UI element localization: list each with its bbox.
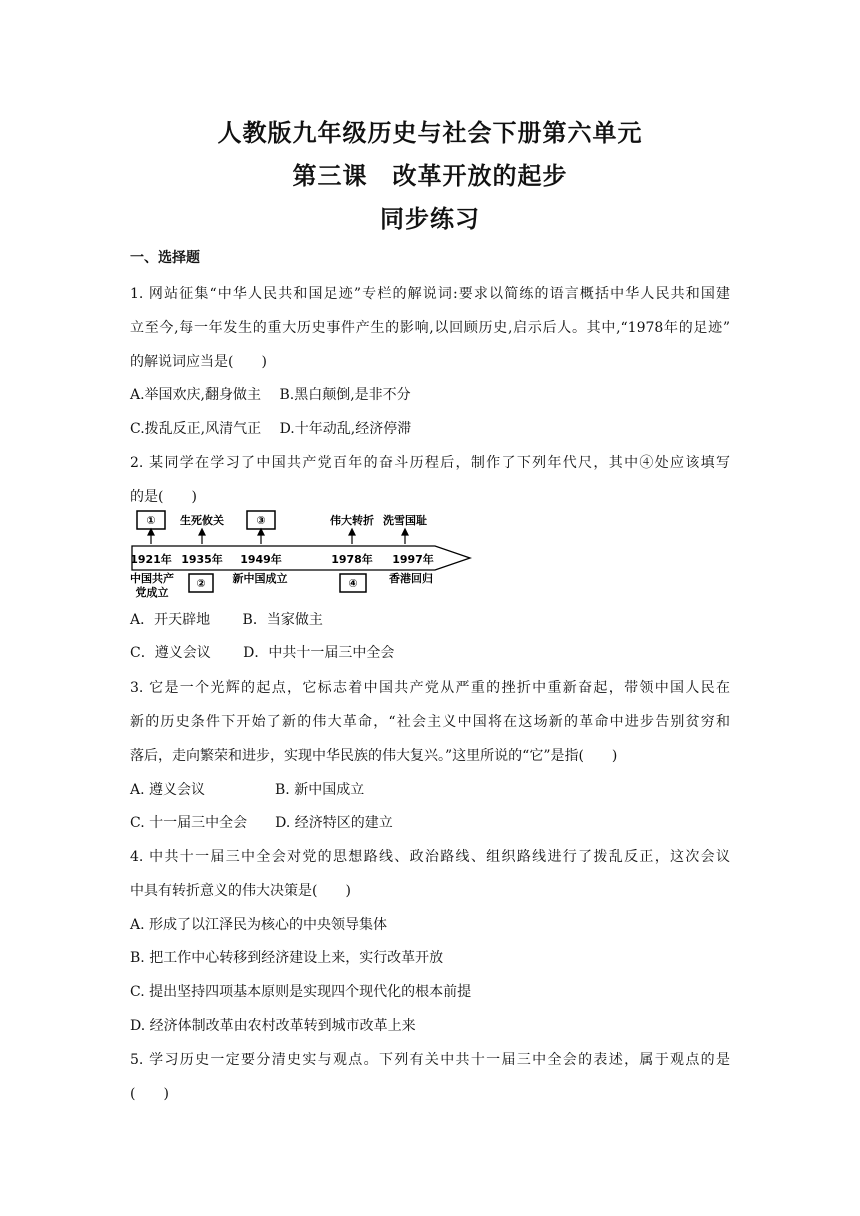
q3-line2: 新的历史条件下开始了新的伟大革命，“社会主义中国将在这场新的革命中进步告别贫穷和 bbox=[130, 714, 730, 730]
doc-title-line3: 同步练习 bbox=[380, 205, 480, 233]
q3-option-cd: C. 十一届三中全会 D. 经济特区的建立 bbox=[130, 815, 393, 831]
q3-line1: 3. 它是一个光辉的起点，它标志着中国共产党从严重的挫折中重新奋起，带领中国人民在 bbox=[130, 680, 730, 696]
q2-option-ab: A．开天辟地 B．当家做主 bbox=[130, 612, 323, 628]
timeline-year-1: 1921年 bbox=[130, 553, 172, 566]
q4-line1: 4. 中共十一届三中全会对党的思想路线、政治路线、组织路线进行了拨乱反正，这次会议 bbox=[130, 849, 730, 865]
q4-option-b: B. 把工作中心转移到经济建设上来，实行改革开放 bbox=[130, 950, 444, 966]
q1-line2: 立至今,每一年发生的重大历史事件产生的影响,以回顾历史,启示后人。其中,“1978年的足迹” bbox=[130, 320, 730, 336]
q4-option-d: D. 经济体制改革由农村改革转到城市改革上来 bbox=[130, 1018, 416, 1034]
q4-option-c: C. 提出坚持四项基本原则是实现四个现代化的根本前提 bbox=[130, 984, 472, 1000]
q2-option-cd: C．遵义会议 D．中共十一届三中全会 bbox=[130, 645, 395, 661]
timeline-bottom-label-4: ④ bbox=[348, 577, 358, 590]
timeline-top-label-3: ③ bbox=[256, 514, 266, 527]
timeline-bottom-label-3: 新中国成立 bbox=[232, 572, 288, 585]
q1-option-cd: C.拨乱反正,风清气正 D.十年动乱,经济停滞 bbox=[130, 421, 412, 437]
timeline-top-label-4: 伟大转折 bbox=[330, 514, 374, 527]
q2-line1: 2. 某同学在学习了中国共产党百年的奋斗历程后，制作了下列年代尺，其中④处应该填写 bbox=[130, 455, 730, 471]
timeline-year-5: 1997年 bbox=[392, 553, 434, 566]
q4-option-a: A. 形成了以江泽民为核心的中央领导集体 bbox=[130, 917, 388, 933]
q1-option-ab: A.举国欢庆,翻身做主 B.黑白颠倒,是非不分 bbox=[130, 387, 411, 403]
q3-option-ab: A. 遵义会议 B. 新中国成立 bbox=[130, 782, 365, 798]
timeline-bottom-label-5: 香港回归 bbox=[389, 572, 433, 585]
q4-line2: 中具有转折意义的伟大决策是( ) bbox=[130, 883, 351, 899]
timeline-bottom-label-1b: 党成立 bbox=[135, 586, 169, 598]
doc-title-line2: 第三课 改革开放的起步 bbox=[292, 162, 568, 190]
timeline-bottom-label-1a: 中国共产 bbox=[130, 572, 174, 585]
timeline-top-label-2: 生死攸关 bbox=[180, 514, 224, 527]
q1-line1: 1. 网站征集“中华人民共和国足迹”专栏的解说词:要求以简练的语言概括中华人民共和国建 bbox=[130, 286, 730, 302]
q3-line3: 落后，走向繁荣和进步，实现中华民族的伟大复兴。”这里所说的“它”是指( ) bbox=[130, 748, 618, 764]
section-heading: 一、选择题 bbox=[130, 250, 200, 266]
q5-line1: 5. 学习历史一定要分清史实与观点。下列有关中共十一届三中全会的表述，属于观点的是 bbox=[130, 1052, 730, 1068]
timeline-year-3: 1949年 bbox=[240, 553, 282, 566]
doc-title-line1: 人教版九年级历史与社会下册第六单元 bbox=[217, 119, 643, 147]
timeline-svg bbox=[130, 508, 475, 598]
q2-line2: 的是( ) bbox=[130, 489, 197, 505]
timeline-figure bbox=[130, 508, 475, 598]
q1-line3: 的解说词应当是( ) bbox=[130, 354, 267, 370]
timeline-top-label-5: 洗雪国耻 bbox=[383, 514, 427, 527]
timeline-year-2: 1935年 bbox=[181, 553, 223, 566]
timeline-year-4: 1978年 bbox=[331, 553, 373, 566]
timeline-top-label-1: ① bbox=[146, 514, 156, 527]
q5-line2: ( ) bbox=[130, 1086, 169, 1102]
timeline-bottom-label-2: ② bbox=[196, 577, 206, 590]
